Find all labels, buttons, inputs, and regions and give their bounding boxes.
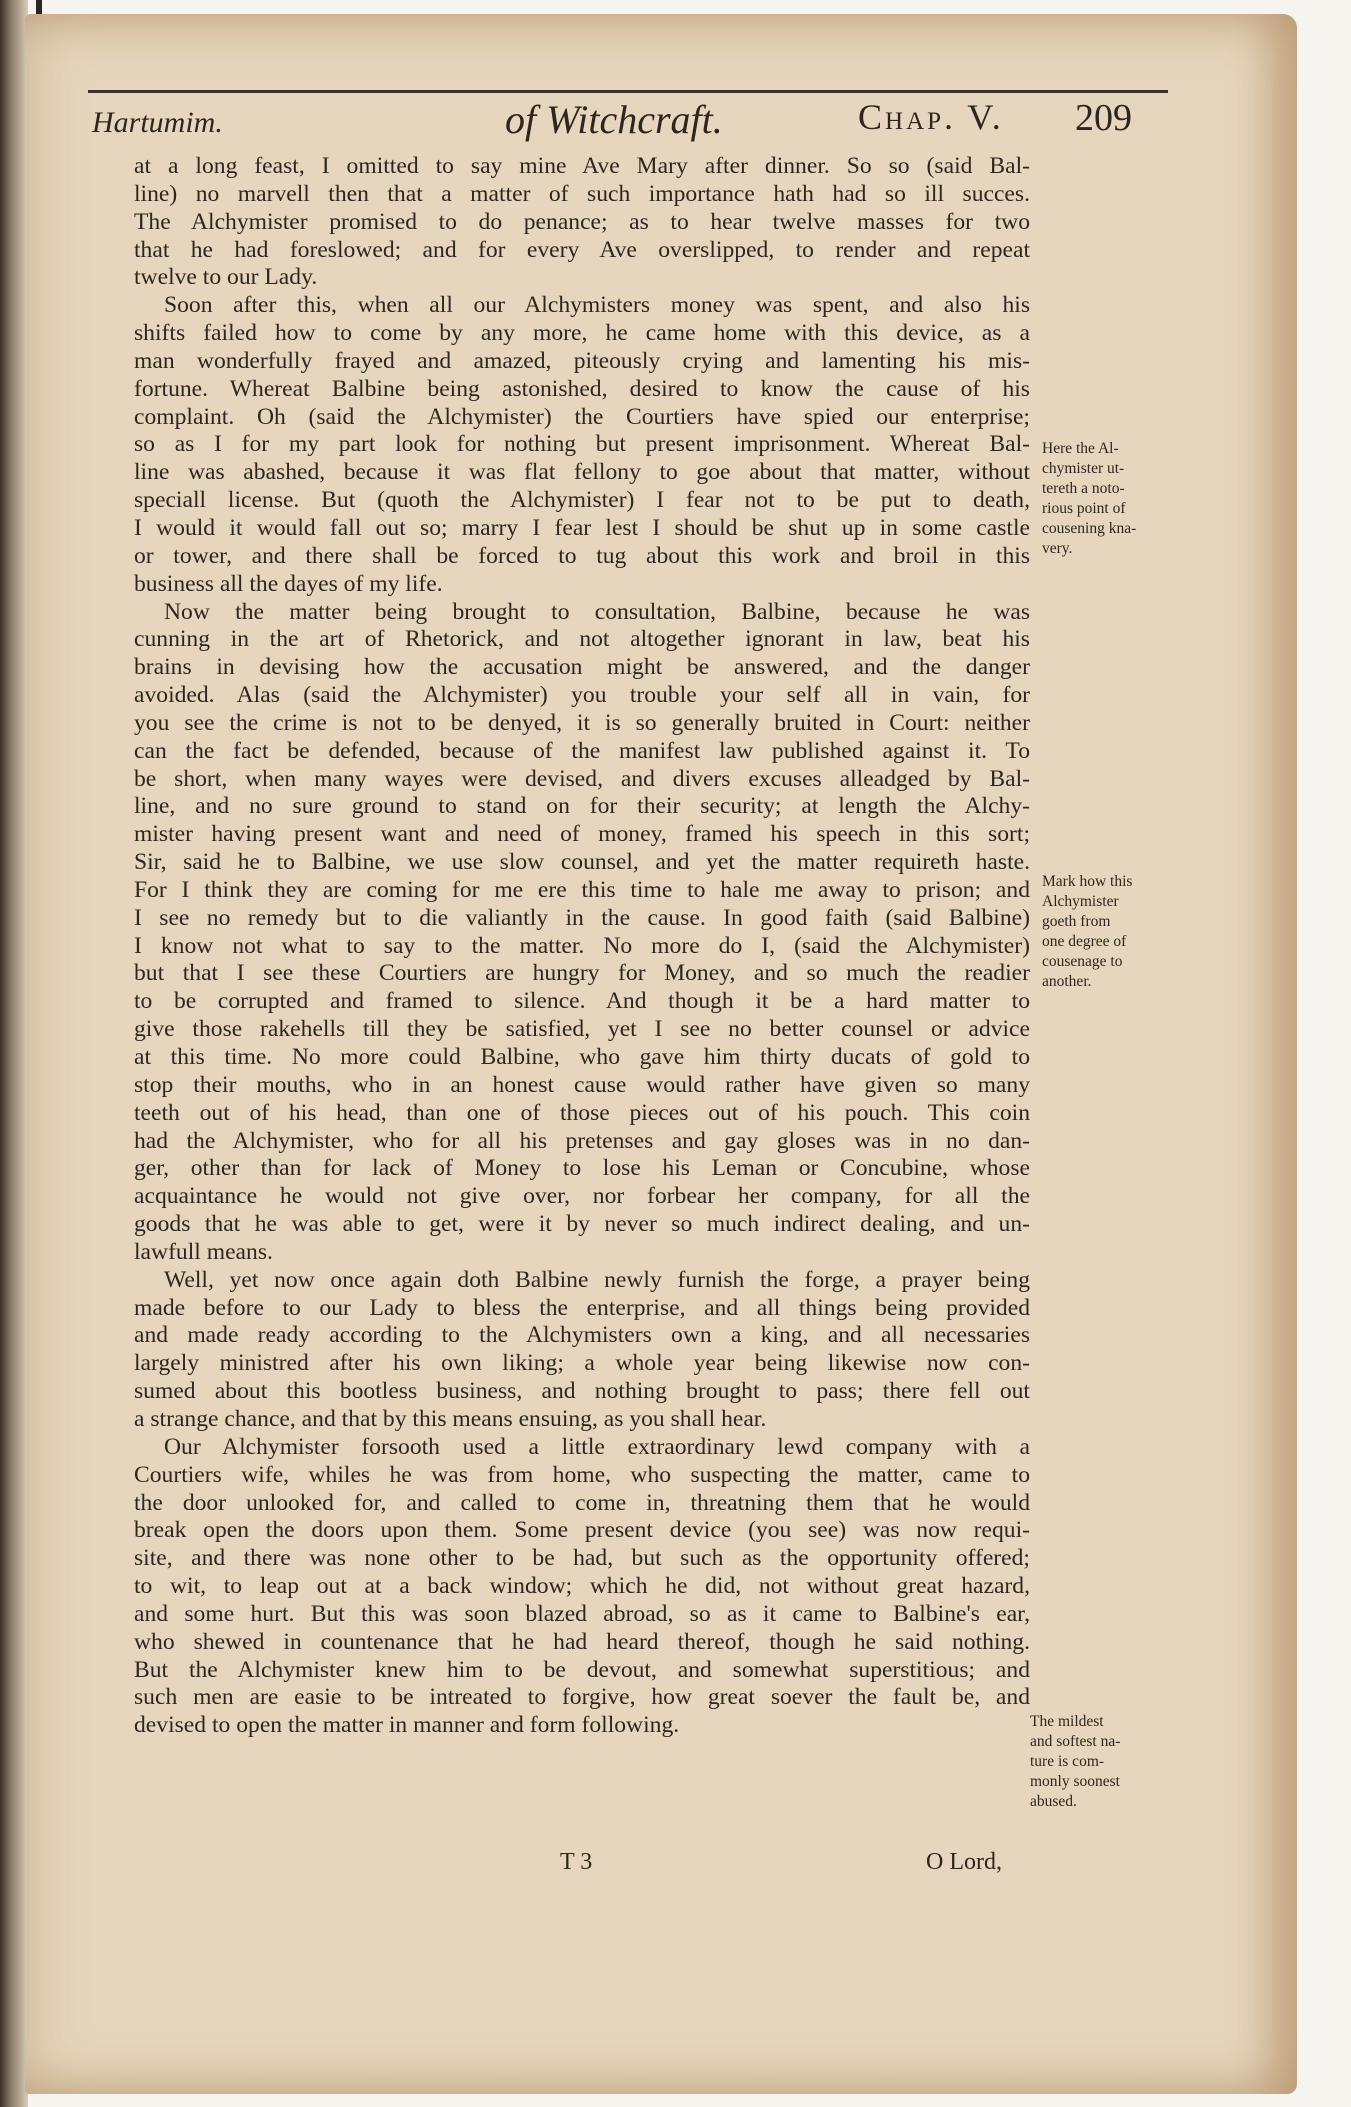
margin-note-line: tereth a noto-: [1042, 480, 1125, 497]
text-line: to wit, to leap out at a back window; which he did, not without great hazard,: [134, 1573, 1030, 1600]
text-line: give those rakehells till they be satisfied, yet I see no better counsel or advice: [134, 1016, 1030, 1043]
text-line: such men are easie to be intreated to forgive, how great soever the fault be, and: [134, 1684, 1030, 1711]
text-line: fortune. Whereat Balbine being astonished, desired to know the cause of his: [134, 375, 1030, 402]
margin-note-mildest-nature: [1030, 1712, 1120, 1812]
margin-note-line: rious point of: [1042, 500, 1126, 517]
text-line: I would it would fall out so; marry I fear lest I should be shut up in some castle: [134, 514, 1030, 541]
text-line: line was abashed, because it was flat fellony to goe about that matter, without: [134, 459, 1030, 486]
text-line: man wonderfully frayed and amazed, piteously crying and lamenting his mis-: [134, 347, 1030, 374]
margin-note-line: ture is com-: [1030, 1753, 1105, 1770]
chapter-heading: Chap. V.: [858, 97, 1004, 137]
text-line: acquaintance he would not give over, nor forbear her company, for all the: [134, 1183, 1030, 1210]
text-line: had the Alchymister, who for all his pretenses and gay gloses was in no dan-: [134, 1127, 1030, 1154]
text-line: break open the doors upon them. Some present device (you see) was now requi-: [134, 1517, 1030, 1544]
margin-note-line: goeth from: [1042, 913, 1111, 930]
text-line: Well, yet now once again doth Balbine newly furnish the forge, a prayer being: [164, 1266, 1030, 1293]
text-line: mister having present want and need of money, framed his speech in this sort;: [134, 821, 1030, 848]
text-line: Soon after this, when all our Alchymisters money was spent, and also his: [164, 292, 1030, 319]
text-line: be short, when many wayes were devised, and divers excuses alleadged by Bal-: [134, 765, 1030, 792]
margin-note-line: cousening kna-: [1042, 520, 1137, 537]
text-line: so as I for my part look for nothing but present imprisonment. Whereat Bal-: [134, 431, 1030, 458]
text-line: site, and there was none other to be had, but such as the opportunity offered;: [134, 1545, 1030, 1572]
margin-note-line: Here the Al-: [1042, 440, 1119, 457]
margin-note-line: monly soonest: [1030, 1773, 1120, 1790]
text-line: Courtiers wife, whiles he was from home, who suspecting the matter, came to: [134, 1461, 1030, 1488]
margin-note-line: and softest na-: [1030, 1733, 1121, 1750]
text-line: I know not what to say to the matter. No more do I, (said the Alchymister): [134, 932, 1030, 959]
text-line: at this time. No more could Balbine, who gave him thirty ducats of gold to: [134, 1044, 1030, 1070]
text-line: shifts failed how to come by any more, he came home with this device, as a: [134, 320, 1030, 347]
margin-note-line: cousenage to: [1042, 953, 1123, 970]
margin-note-alchymister-utterance: [1042, 439, 1136, 559]
margin-note-line: another.: [1042, 973, 1092, 990]
text-line: brains in devising how the accusation might be answered, and the danger: [134, 654, 1030, 681]
catchword: O Lord,: [926, 1849, 1002, 1875]
margin-note-line: abused.: [1030, 1793, 1077, 1810]
text-line: the door unlooked for, and called to come in, threatning them that he would: [134, 1489, 1030, 1516]
text-line: avoided. Alas (said the Alchymister) you trouble your self all in vain, for: [134, 682, 1030, 709]
text-line: business all the dayes of my life.: [134, 570, 443, 597]
text-line: sumed about this bootless business, and nothing brought to pass; there fell out: [134, 1378, 1030, 1405]
margin-note-degree-of-cousenage: [1042, 872, 1132, 992]
margin-note-line: Alchymister: [1042, 893, 1119, 910]
text-line: cunning in the art of Rhetorick, and not altogether ignorant in law, beat his: [134, 626, 1030, 653]
text-line: who shewed in countenance that he had heard thereof, though he said nothing.: [134, 1628, 1030, 1655]
text-line: teeth out of his head, than one of those pieces out of his pouch. This coin: [134, 1099, 1030, 1126]
binding-gutter: [0, 0, 28, 2107]
running-title: of Witchcraft.: [505, 97, 723, 142]
text-line: lawfull means.: [134, 1238, 273, 1265]
text-line: a strange chance, and that by this means ensuing, as you shall hear.: [134, 1405, 767, 1432]
text-line: to be corrupted and framed to silence. And though it be a hard matter to: [134, 988, 1030, 1015]
margin-note-line: one degree of: [1042, 933, 1127, 950]
margin-note-line: The mildest: [1030, 1713, 1104, 1730]
text-line: ger, other than for lack of Money to lose his Leman or Concubine, whose: [134, 1155, 1030, 1182]
margin-note-line: chymister ut-: [1042, 460, 1125, 477]
text-line: at a long feast, I omitted to say mine Ave Mary after dinner. So so (said Bal-: [134, 153, 1030, 179]
margin-note-line: Mark how this: [1042, 873, 1133, 890]
text-line: or tower, and there shall be forced to tug about this work and broil in this: [134, 542, 1030, 569]
text-line: The Alchymister promised to do penance; as to hear twelve masses for two: [134, 208, 1030, 235]
text-line: can the fact be defended, because of the manifest law published against it. To: [134, 737, 1030, 764]
header-rule: [88, 90, 1168, 93]
text-line: that he had foreslowed; and for every Ave overslipped, to render and repeat: [134, 236, 1030, 263]
text-line: largely ministred after his own liking; a whole year being likewise now con-: [134, 1350, 1030, 1377]
text-line: complaint. Oh (said the Alchymister) the Courtiers have spied our enterprise;: [134, 403, 1030, 430]
text-line: stop their mouths, who in an honest cause would rather have given so many: [134, 1071, 1030, 1098]
text-line: speciall license. But (quoth the Alchymister) I fear not to be put to death,: [134, 487, 1030, 514]
text-line: made before to our Lady to bless the enterprise, and all things being provided: [134, 1294, 1030, 1321]
text-line: Now the matter being brought to consultation, Balbine, because he was: [164, 598, 1030, 625]
text-line: line) no marvell then that a matter of such importance hath had so ill succes.: [134, 180, 1030, 207]
signature-mark: T 3: [560, 1849, 593, 1875]
text-line: you see the crime is not to be denyed, it is so generally bruited in Court: neither: [134, 709, 1030, 736]
text-line: and some hurt. But this was soon blazed abroad, so as it came to Balbine's ear,: [134, 1600, 1030, 1627]
running-head-left: Hartumim.: [92, 106, 223, 139]
text-line: but that I see these Courtiers are hungry for Money, and so much the readier: [134, 960, 1030, 987]
text-line: Sir, said he to Balbine, we use slow counsel, and yet the matter requireth haste.: [134, 849, 1030, 876]
text-line: goods that he was able to get, were it by never so much indirect dealing, and un-: [134, 1211, 1030, 1238]
page-number: 209: [1075, 97, 1132, 139]
text-line: twelve to our Lady.: [134, 264, 318, 291]
text-line: For I think they are coming for me ere this time to hale me away to prison; and: [134, 876, 1030, 903]
margin-note-line: very.: [1042, 540, 1073, 557]
text-line: I see no remedy but to die valiantly in the cause. In good faith (said Balbine): [134, 904, 1030, 931]
text-line: devised to open the matter in manner and form following.: [134, 1712, 680, 1739]
text-line: Our Alchymister forsooth used a little extraordinary lewd company with a: [164, 1433, 1030, 1460]
text-line: and made ready according to the Alchymisters own a king, and all necessaries: [134, 1322, 1030, 1349]
body-text: [134, 153, 1030, 1740]
text-line: line, and no sure ground to stand on for their security; at length the Alchy-: [134, 793, 1030, 820]
text-line: But the Alchymister knew him to be devout, and somewhat superstitious; and: [134, 1656, 1030, 1683]
